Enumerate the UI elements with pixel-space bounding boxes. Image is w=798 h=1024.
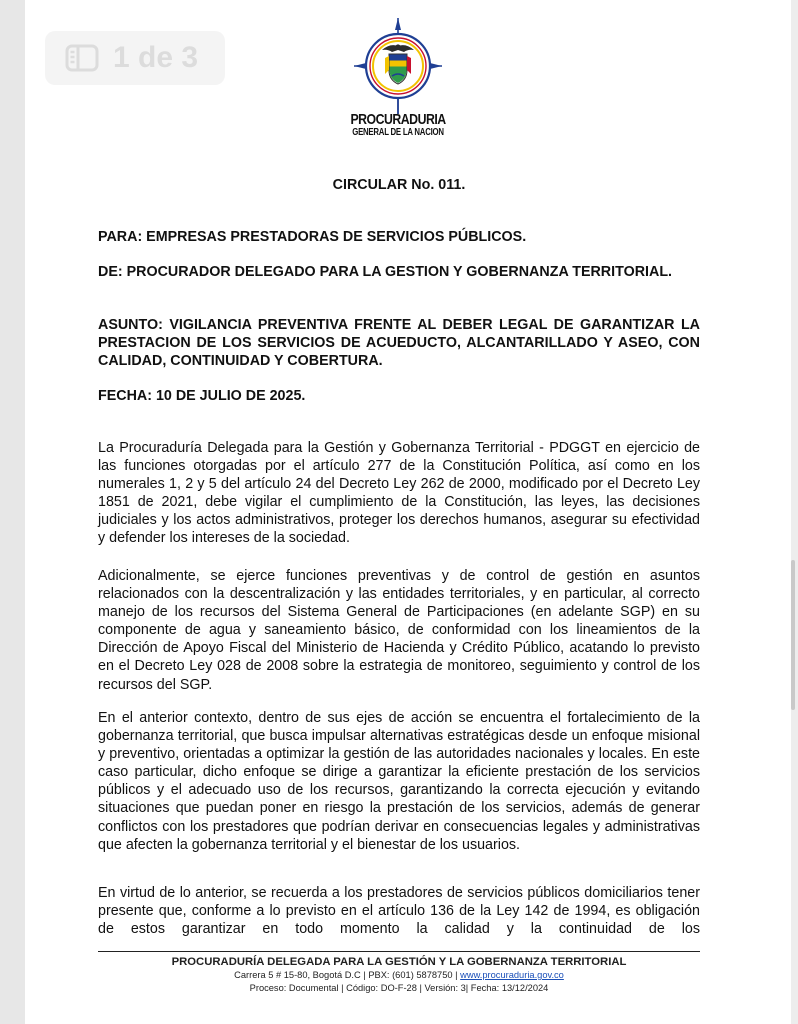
body-paragraph: En el anterior contexto, dentro de sus ejes de acción se encuentra el fortalecimiento de la gobernanza territorial, que busca impulsar alternativas estratégicas desde un enfoque misional y preventivo, orientadas a optimizar la gestión de las autoridades nacionales y locales. En este caso particular, dicho enfoque se dirige a garantizar la eficiente prestación de los servicios públicos y el adecuado uso de los recursos, garantizando la correcta ejecución y evitando situaciones que puedan poner en riesgo la prestación de los servicios, además de generar conflictos con los prestadores que podrían derivar en consecuencias legales y administrativas que afecten la gobernanza territorial y el bienestar de los usuarios. bbox=[98, 710, 700, 853]
footer-title: PROCURADURÍA DELEGADA PARA LA GESTIÓN Y LA GOBERNANZA TERRITORIAL bbox=[171, 956, 627, 968]
footer-address bbox=[98, 969, 700, 982]
subject-line: ASUNTO: VIGILANCIA PREVENTIVA FRENTE AL DEBER LEGAL DE GARANTIZAR LA PRESTACION DE LOS SERVICIOS DE ACUEDUCTO, ALCANTARILLADO Y ASEO, CON CALIDAD, CONTINUIDAD Y COBERTURA. bbox=[98, 317, 700, 369]
org-subtitle: GENERAL DE LA NACION bbox=[352, 127, 444, 138]
page-footer bbox=[98, 956, 700, 995]
page-indicator[interactable] bbox=[45, 31, 225, 85]
org-name: PROCURADURIA bbox=[350, 111, 446, 128]
page-indicator-label: 1 de 3 bbox=[113, 41, 199, 74]
sidebar-icon bbox=[65, 44, 99, 72]
footer-address-text: Carrera 5 # 15-80, Bogotá D.C | PBX: (601) 5878750 | bbox=[234, 970, 458, 980]
website-link[interactable]: www.procuraduria.gov.co bbox=[460, 970, 564, 980]
body-paragraph: En virtud de lo anterior, se recuerda a los prestadores de servicios públicos domiciliarios tener presente que, conforme a lo previsto en el artículo 136 de la Ley 142 de 1994, es obligación de estos garantizar en todo momento la calidad y la continuidad de los bbox=[98, 885, 700, 938]
recipient-line: PARA: EMPRESAS PRESTADORAS DE SERVICIOS PÚBLICOS. bbox=[98, 229, 527, 245]
body-paragraph: Adicionalmente, se ejerce funciones preventivas y de control de gestión en asuntos relacionados con la descentralización y las entidades territoriales, y en particular, al correcto manejo de los recursos del Sistema General de Participaciones (en adelante SGP) en su componente de agua y saneamiento básico, de conformidad con los lineamientos de la Dirección de Apoyo Fiscal del Ministerio de Hacienda y Crédito Público, acatando lo previsto en el Decreto Ley 028 de 2008 sobre la estrategia de monitoreo, seguimiento y control de los recursos del SGP. bbox=[98, 568, 700, 693]
body-paragraph: La Procuraduría Delegada para la Gestión y Gobernanza Territorial - PDGGT en ejercicio de las funciones otorgadas por el artículo 277 de la Constitución Política, así como en los numerales 1, 2 y 5 del artículo 24 del Decreto Ley 262 de 2000, modificado por el Decreto Ley 1851 de 2021, debe vigilar el cumplimiento de la Constitución, las leyes, las decisiones judiciales y los actos administrativos, proteger los derechos humanos, asegurar su efectividad y defender los intereses de la sociedad. bbox=[98, 440, 700, 547]
date-line: FECHA: 10 DE JULIO DE 2025. bbox=[98, 388, 306, 404]
footer-divider bbox=[98, 951, 700, 952]
document-title: CIRCULAR No. 011. bbox=[332, 177, 466, 193]
sender-line: DE: PROCURADOR DELEGADO PARA LA GESTION Y GOBERNANZA TERRITORIAL. bbox=[98, 264, 673, 280]
scrollbar-thumb[interactable] bbox=[791, 560, 795, 710]
scrollbar-track[interactable] bbox=[791, 0, 798, 1024]
footer-process-info: Proceso: Documental | Código: DO-F-28 | Versión: 3| Fecha: 13/12/2024 bbox=[249, 983, 549, 993]
